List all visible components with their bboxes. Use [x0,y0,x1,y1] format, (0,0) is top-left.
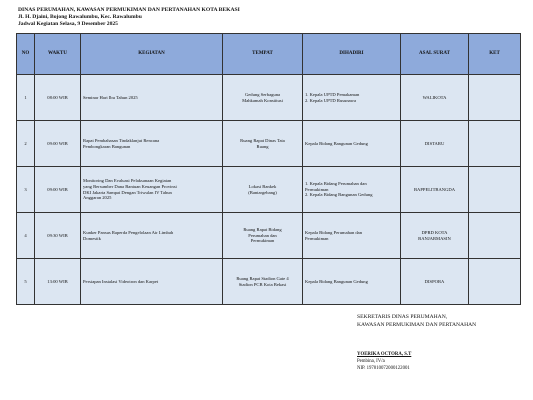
cell-dihadiri-line: 1. Kepala UPTD Pemakaman [305,91,360,97]
cell-ket [469,213,521,259]
signature-office-line2: KAWASAN PERMUKIMAN DAN PERTANAHAN [357,321,477,328]
cell-dihadiri [303,259,401,305]
table-header-row [17,34,521,75]
cell-waktu: 09:30 WIB [35,213,81,259]
signature-office-line1: SEKRETARIS DINAS PERUMAHAN, [357,314,448,320]
col-kegiatan-header: KEGIATAN [81,34,223,75]
cell-kegiatan-line: Anggaran 2025 [83,195,112,201]
cell-kegiatan-line: DKI Jakarta Sampai Dengan Triwulan IV Tahun [83,189,172,195]
cell-dihadiri-line: Permukiman [305,235,329,241]
document-header [18,7,240,28]
cell-asal-surat [401,259,469,305]
col-dihadiri-header: DIHADIRI [303,34,401,75]
cell-asal-surat [401,213,469,259]
cell-tempat [223,75,303,121]
cell-tempat-line: Mahkamah Konstitusi [242,97,283,103]
cell-kegiatan-line: Rapat Pembahasan Tindaklanjut Rencana [83,137,160,143]
cell-tempat-line: Lokasi Bankek [248,183,277,189]
table-row [17,75,521,121]
signatory-name: YOERIKA OCTORA, S.T [357,352,412,357]
cell-ket [469,259,521,305]
cell-no: 2 [17,121,35,167]
schedule-title: Jadwal Kegiatan Selasa, 9 Desember 2025 [18,21,118,27]
cell-asal-surat-line: DISPORA [424,278,445,284]
cell-kegiatan-line: Kunker Pansus Raperda Pengelolaan Air Limbah [83,229,174,235]
cell-kegiatan-line: Seminar Hari Ibu Tahun 2025 [83,94,138,100]
agency-name: DINAS PERUMAHAN, KAWASAN PERMUKIMAN DAN PERTANAHAN KOTA BEKASI [18,7,240,13]
cell-kegiatan-line: Persiapan Instalasi Videotron dan Karpet [83,278,159,284]
cell-waktu: 09:00 WIB [35,167,81,213]
cell-dihadiri [303,213,401,259]
cell-asal-surat [401,121,469,167]
cell-asal-surat-line: DISTARU [424,140,445,146]
cell-tempat-line: Ruang Rapat Bidang [243,227,282,233]
cell-dihadiri-line: Kepala Bidang Bangunan Gedung [305,140,368,146]
signatory-rank: Pembina, IV/a [357,358,385,364]
cell-dihadiri [303,75,401,121]
table-row [17,121,521,167]
cell-tempat [223,167,303,213]
cell-dihadiri-line: Permukiman [305,186,329,192]
table-row [17,167,521,213]
cell-asal-surat-line: BAPPELITBANGDA [413,186,456,192]
table-row [17,213,521,259]
cell-kegiatan-line: Pembongkaran Bangunan [83,143,131,149]
cell-asal-surat-line: DPRD KOTA [421,229,448,235]
cell-kegiatan [81,121,223,167]
cell-asal-surat [401,75,469,121]
cell-tempat-line: Gedung Serbaguna [244,91,281,97]
agency-address: Jl. H. Djaini, Bojong Rawalumbu, Kec. Rawalumbu [18,14,142,20]
cell-dihadiri [303,167,401,213]
cell-asal-surat-line: BANJARMASIN [418,235,451,241]
cell-tempat-line: Perumahan dan [248,232,277,238]
cell-dihadiri-line: 2. Kepala Bidang Bangunan Gedung [305,192,373,198]
cell-kegiatan [81,213,223,259]
cell-tempat-line: Ruang Rapat Dinas Tata [240,137,285,143]
signatory-nip: NIP. 197810072000122001 [357,365,410,371]
cell-dihadiri-line: 1. Kepala Bidang Perumahan dan [305,181,367,187]
signature-block [357,352,411,372]
col-ket-header: KET [469,34,521,75]
cell-asal-surat [401,167,469,213]
cell-kegiatan [81,75,223,121]
schedule-body [17,75,521,305]
cell-kegiatan-line: yang Bersumber Dana Bantuan Keuangan Provinsi [83,183,177,189]
cell-kegiatan [81,167,223,213]
col-asal-surat-header: ASAL SURAT [401,34,469,75]
cell-tempat-line: (Bantargebang) [248,189,277,195]
cell-waktu: 13:00 WIB [35,259,81,305]
col-tempat-header: TEMPAT [223,34,303,75]
cell-no: 5 [17,259,35,305]
cell-ket [469,75,521,121]
cell-dihadiri-line: Kepala Bidang Perumahan dan [305,229,363,235]
col-no-header: NO [17,34,35,75]
cell-waktu: 08:00 WIB [35,75,81,121]
cell-kegiatan [81,259,223,305]
cell-kegiatan-line: Monitoring Dan Evaluasi Pelaksanaan Kegiatan [83,178,172,184]
cell-dihadiri-line: 2. Kepala UPTD Rusunawa [305,97,357,103]
cell-no: 4 [17,213,35,259]
cell-tempat-line: Permukiman [250,238,275,244]
cell-waktu: 09:00 WIB [35,121,81,167]
cell-tempat [223,213,303,259]
cell-ket [469,167,521,213]
schedule-table [16,33,521,305]
cell-dihadiri [303,121,401,167]
cell-no: 3 [17,167,35,213]
cell-tempat-line: Ruang [256,143,269,149]
cell-ket [469,121,521,167]
table-row [17,259,521,305]
cell-tempat [223,259,303,305]
cell-no: 1 [17,75,35,121]
cell-kegiatan-line: Domestik [83,235,101,241]
cell-tempat [223,121,303,167]
cell-asal-surat-line: WALIKOTA [422,94,447,100]
col-waktu-header: WAKTU [35,34,81,75]
signature-office [357,314,476,329]
cell-dihadiri-line: Kepala Bidang Bangunan Gedung [305,278,368,284]
cell-tempat-line: Stadion PCB Kota Bekasi [238,281,287,287]
cell-tempat-line: Ruang Rapat Stadion Gate 4 [236,275,289,281]
